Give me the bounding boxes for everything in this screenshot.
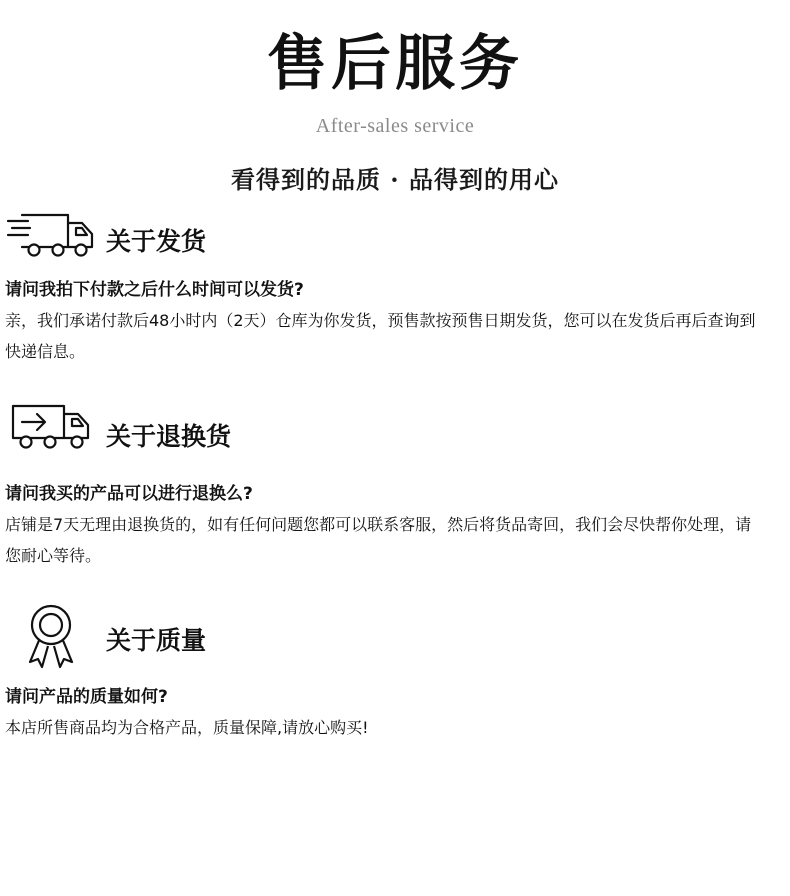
- answer-quality: 本店所售商品均为合格产品，质量保障,请放心购买!: [5, 718, 369, 737]
- award-ribbon-icon: [26, 604, 76, 674]
- page-subtitle: After-sales service: [315, 115, 475, 137]
- page-title: 售后服务: [267, 29, 523, 99]
- delivery-truck-icon: [6, 209, 98, 263]
- slogan: 看得到的品质 · 品得到的用心: [230, 165, 560, 194]
- section-title-returns: 关于退换货: [106, 422, 232, 451]
- answer-returns: 店铺是7天无理由退换货的，如有任何问题您都可以联系客服，然后将货品寄回，我们会尽快帮你处理，请您耐心等待。: [5, 515, 752, 565]
- question-returns: 请问我买的产品可以进行退换么?: [5, 484, 253, 504]
- question-quality: 请问产品的质量如何?: [5, 687, 168, 707]
- section-title-shipping: 关于发货: [106, 227, 207, 256]
- question-shipping: 请问我拍下付款之后什么时间可以发货?: [5, 280, 304, 300]
- answer-shipping: 亲，我们承诺付款后48小时内（2天）仓库为你发货，预售款按预售日期发货，您可以在发货后再后查询到快递信息。: [5, 311, 756, 361]
- section-title-quality: 关于质量: [106, 626, 207, 655]
- return-truck-icon: [10, 402, 94, 456]
